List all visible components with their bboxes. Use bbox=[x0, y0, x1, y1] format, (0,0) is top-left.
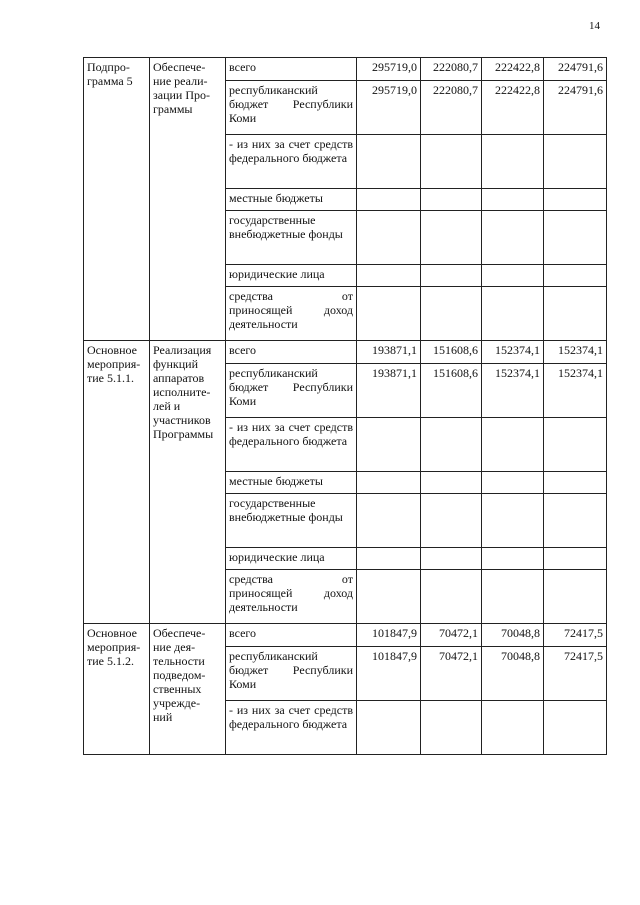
amount-cell bbox=[421, 287, 482, 341]
amount-cell bbox=[482, 287, 544, 341]
amount-cell bbox=[544, 211, 607, 265]
amount-cell bbox=[482, 189, 544, 211]
amount-cell: 72417,5 bbox=[544, 647, 607, 701]
amount-cell: 152374,1 bbox=[544, 341, 607, 364]
amount-cell bbox=[482, 418, 544, 472]
amount-cell: 295719,0 bbox=[357, 81, 421, 135]
amount-cell bbox=[482, 548, 544, 570]
amount-cell bbox=[357, 494, 421, 548]
funding-source: всего bbox=[226, 624, 357, 647]
amount-cell bbox=[544, 494, 607, 548]
section-title: Реализация функций аппаратов исполните- лей и участников Программы bbox=[150, 341, 226, 624]
amount-cell bbox=[357, 418, 421, 472]
amount-cell bbox=[482, 135, 544, 189]
funding-source: средства от приносящей доход деятельности bbox=[226, 287, 357, 341]
amount-cell bbox=[482, 472, 544, 494]
amount-cell: 151608,6 bbox=[421, 341, 482, 364]
amount-cell: 70048,8 bbox=[482, 647, 544, 701]
section-name: Основное мероприя- тие 5.1.2. bbox=[84, 624, 150, 755]
amount-cell bbox=[421, 548, 482, 570]
funding-source: республиканский бюджет Республики Коми bbox=[226, 364, 357, 418]
amount-cell bbox=[357, 570, 421, 624]
amount-cell bbox=[482, 570, 544, 624]
amount-cell bbox=[357, 211, 421, 265]
section-name: Основное мероприя- тие 5.1.1. bbox=[84, 341, 150, 624]
amount-cell bbox=[357, 265, 421, 287]
section-title: Обеспече- ние реали- зации Про- граммы bbox=[150, 58, 226, 341]
amount-cell bbox=[482, 211, 544, 265]
funding-source: юридические лица bbox=[226, 548, 357, 570]
amount-cell bbox=[357, 548, 421, 570]
amount-cell bbox=[544, 265, 607, 287]
amount-cell: 101847,9 bbox=[357, 647, 421, 701]
amount-cell: 295719,0 bbox=[357, 58, 421, 81]
amount-cell bbox=[482, 701, 544, 755]
budget-table bbox=[83, 57, 607, 755]
amount-cell: 152374,1 bbox=[544, 364, 607, 418]
amount-cell bbox=[421, 418, 482, 472]
funding-source: - из них за счет средств федерального бюджета bbox=[226, 418, 357, 472]
amount-cell bbox=[544, 548, 607, 570]
amount-cell bbox=[357, 287, 421, 341]
amount-cell: 152374,1 bbox=[482, 364, 544, 418]
funding-source: государственные внебюджетные фонды bbox=[226, 494, 357, 548]
amount-cell bbox=[544, 570, 607, 624]
funding-source: республиканский бюджет Республики Коми bbox=[226, 81, 357, 135]
amount-cell bbox=[357, 701, 421, 755]
funding-source: средства от приносящей доход деятельности bbox=[226, 570, 357, 624]
amount-cell bbox=[357, 472, 421, 494]
amount-cell bbox=[421, 211, 482, 265]
amount-cell: 222422,8 bbox=[482, 81, 544, 135]
amount-cell: 224791,6 bbox=[544, 58, 607, 81]
amount-cell bbox=[357, 189, 421, 211]
table-row bbox=[84, 341, 607, 364]
table-row bbox=[84, 624, 607, 647]
funding-source: - из них за счет средств федерального бюджета bbox=[226, 135, 357, 189]
funding-source: всего bbox=[226, 58, 357, 81]
amount-cell: 152374,1 bbox=[482, 341, 544, 364]
amount-cell: 151608,6 bbox=[421, 364, 482, 418]
page-number: 14 bbox=[589, 20, 600, 32]
funding-source: всего bbox=[226, 341, 357, 364]
amount-cell: 70048,8 bbox=[482, 624, 544, 647]
amount-cell: 72417,5 bbox=[544, 624, 607, 647]
amount-cell bbox=[421, 472, 482, 494]
section-name: Подпро- грамма 5 bbox=[84, 58, 150, 341]
amount-cell bbox=[421, 494, 482, 548]
amount-cell bbox=[544, 135, 607, 189]
table-row bbox=[84, 58, 607, 81]
amount-cell: 222080,7 bbox=[421, 81, 482, 135]
amount-cell: 193871,1 bbox=[357, 341, 421, 364]
funding-source: республиканский бюджет Республики Коми bbox=[226, 647, 357, 701]
amount-cell: 222080,7 bbox=[421, 58, 482, 81]
amount-cell bbox=[357, 135, 421, 189]
funding-source: местные бюджеты bbox=[226, 472, 357, 494]
amount-cell bbox=[482, 494, 544, 548]
amount-cell: 70472,1 bbox=[421, 647, 482, 701]
amount-cell: 222422,8 bbox=[482, 58, 544, 81]
funding-source: юридические лица bbox=[226, 265, 357, 287]
amount-cell bbox=[421, 189, 482, 211]
amount-cell bbox=[544, 472, 607, 494]
funding-source: государственные внебюджетные фонды bbox=[226, 211, 357, 265]
amount-cell bbox=[482, 265, 544, 287]
amount-cell bbox=[544, 189, 607, 211]
funding-source: - из них за счет средств федерального бюджета bbox=[226, 701, 357, 755]
amount-cell bbox=[421, 701, 482, 755]
amount-cell bbox=[421, 135, 482, 189]
amount-cell bbox=[544, 287, 607, 341]
amount-cell: 193871,1 bbox=[357, 364, 421, 418]
amount-cell bbox=[544, 701, 607, 755]
amount-cell bbox=[421, 265, 482, 287]
amount-cell: 101847,9 bbox=[357, 624, 421, 647]
amount-cell bbox=[421, 570, 482, 624]
funding-source: местные бюджеты bbox=[226, 189, 357, 211]
section-title: Обеспече- ние дея- тельности подведом- ственных учрежде- ний bbox=[150, 624, 226, 755]
amount-cell: 70472,1 bbox=[421, 624, 482, 647]
amount-cell bbox=[544, 418, 607, 472]
amount-cell: 224791,6 bbox=[544, 81, 607, 135]
